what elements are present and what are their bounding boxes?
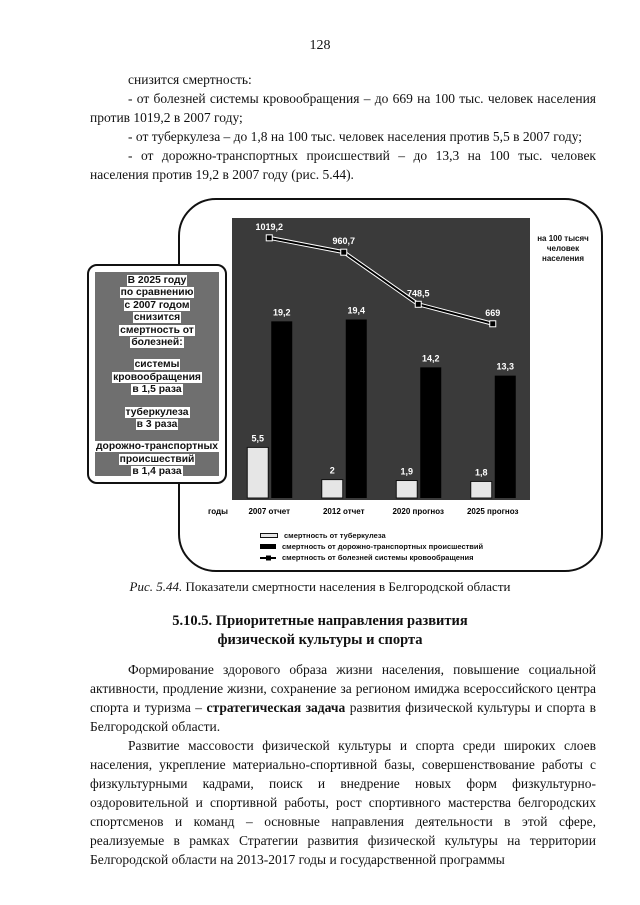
callout-item xyxy=(95,359,219,396)
data-label-circulatory: 748,5 xyxy=(406,288,430,299)
callout-item xyxy=(95,441,219,478)
legend-item xyxy=(260,530,483,541)
paragraph-text: Формирование здорового образа жизни населения, повышение социальной активности, продление жизни, сохранение за регионом имиджа всероссийского центра спорта и туризма – xyxy=(90,662,596,715)
bar-tuberculosis xyxy=(471,481,492,498)
callout-line: в 3 раза xyxy=(136,419,178,431)
bar-tuberculosis xyxy=(396,481,417,498)
figure-caption xyxy=(0,579,640,595)
callout-box xyxy=(87,264,227,484)
legend-label: смертность от туберкулеза xyxy=(284,531,386,540)
callout-line: снизится xyxy=(133,312,181,324)
data-label-traffic: 19,4 xyxy=(347,305,366,316)
data-label-tuberculosis: 1,9 xyxy=(400,466,414,477)
line-point-circulatory xyxy=(490,321,496,327)
data-label-traffic: 13,3 xyxy=(496,361,515,372)
callout-text xyxy=(95,272,219,476)
figure-number: Рис. 5.44. xyxy=(129,579,183,594)
data-label-traffic: 19,2 xyxy=(272,307,291,318)
x-tick-label: 2007 отчет xyxy=(248,507,291,516)
legend-label: смертность от болезней системы кровообращения xyxy=(282,553,474,562)
paragraph-emphasis: стратегическая задача xyxy=(206,700,346,715)
chart-plot-area xyxy=(232,218,530,500)
paragraph-text: развития физической культуры и спорта в Белгородской области. xyxy=(90,700,596,734)
callout-line: смертность от xyxy=(120,324,194,336)
intro-text xyxy=(90,70,596,184)
line-point-circulatory xyxy=(415,301,421,307)
data-label-tuberculosis: 5,5 xyxy=(251,433,265,444)
intro-line: - от болезней системы кровообращения – до 669 на 100 тыс. человек населения против 1019,2 в 2007 году; xyxy=(90,91,596,125)
callout-line: В 2025 году xyxy=(127,275,187,286)
legend-swatch-circulatory xyxy=(260,555,276,561)
intro-line: - от дорожно-транспортных происшествий – до 13,3 на 100 тыс. человек населения против 19,2 в 2007 году (рис. 5.44). xyxy=(90,148,596,182)
bar-traffic xyxy=(271,321,292,498)
bar-tuberculosis xyxy=(322,480,343,498)
line-circulatory-halo xyxy=(269,238,493,324)
paragraph: Развитие массовости физической культуры и спорта среди широких слоев населения, укрепление материально-спортивной базы, совершенствование работы с физкультурными кадрами, поиск и внедрение новых форм физкультурно-оздоровительной и спортивной работы, рост спортивного мастерства белгородских спортсменов и команд – основные направления деятельности в этой сфере, реализуемые в рамках Стратегии развития физической культуры на территории Белгородской области на 2013-2017 годы и государственной программы xyxy=(90,738,596,867)
body-text xyxy=(90,660,596,869)
legend-item xyxy=(260,541,483,552)
page-number: 128 xyxy=(309,38,331,53)
x-tick-label: 2025 прогноз xyxy=(466,507,519,516)
legend-swatch-tuberculosis xyxy=(260,533,278,538)
line-circulatory xyxy=(269,238,493,324)
callout-lead xyxy=(95,275,219,349)
data-label-tuberculosis: 2 xyxy=(329,465,335,476)
callout-line: дорожно-транспортных xyxy=(96,441,218,453)
legend-item xyxy=(260,552,483,563)
callout-line: в 1,5 раза xyxy=(132,384,182,396)
unit-label: на 100 тысяч человек населения xyxy=(537,234,589,263)
section-heading-line: 5.10.5. Приоритетные направления развития xyxy=(172,613,468,629)
callout-line: по сравнению xyxy=(120,287,194,299)
x-axis-labels xyxy=(0,503,640,523)
x-tick-label: 2020 прогноз xyxy=(392,507,445,516)
section-heading xyxy=(0,612,640,650)
legend-swatch-traffic xyxy=(260,544,276,549)
bar-traffic xyxy=(346,320,367,498)
bar-tuberculosis xyxy=(247,447,268,498)
chart-svg xyxy=(232,218,530,500)
chart-legend xyxy=(260,530,483,563)
data-label-circulatory: 1019,2 xyxy=(255,221,284,232)
intro-line: - от туберкулеза – до 1,8 на 100 тыс. человек населения против 5,5 в 2007 году; xyxy=(128,129,583,144)
callout-item xyxy=(95,407,219,432)
data-label-tuberculosis: 1,8 xyxy=(474,467,488,478)
callout-line: в 1,4 раза xyxy=(132,466,182,478)
callout-line: кровообращения xyxy=(113,371,201,383)
data-label-traffic: 14,2 xyxy=(421,353,440,364)
intro-line: снизится смертность: xyxy=(128,72,252,87)
bar-traffic xyxy=(420,367,441,498)
section-heading-line: физической культуры и спорта xyxy=(217,632,423,648)
callout-line: происшествий xyxy=(119,453,195,465)
data-label-circulatory: 960,7 xyxy=(332,236,356,247)
x-tick-label: 2012 отчет xyxy=(322,507,365,516)
legend-label: смертность от дорожно-транспортных происшествий xyxy=(282,542,484,551)
figure-caption-text: Показатели смертности населения в Белгородской области xyxy=(185,579,511,594)
bar-traffic xyxy=(495,376,516,498)
line-point-circulatory xyxy=(266,235,272,241)
data-label-circulatory: 669 xyxy=(485,307,501,318)
callout-line: туберкулеза xyxy=(125,406,189,418)
callout-line: с 2007 годом xyxy=(124,299,190,311)
paragraph xyxy=(90,660,596,736)
x-axis-title: годы xyxy=(208,507,228,516)
callout-line: болезней: xyxy=(131,337,183,349)
callout-line: системы xyxy=(134,359,180,371)
line-point-circulatory xyxy=(341,249,347,255)
